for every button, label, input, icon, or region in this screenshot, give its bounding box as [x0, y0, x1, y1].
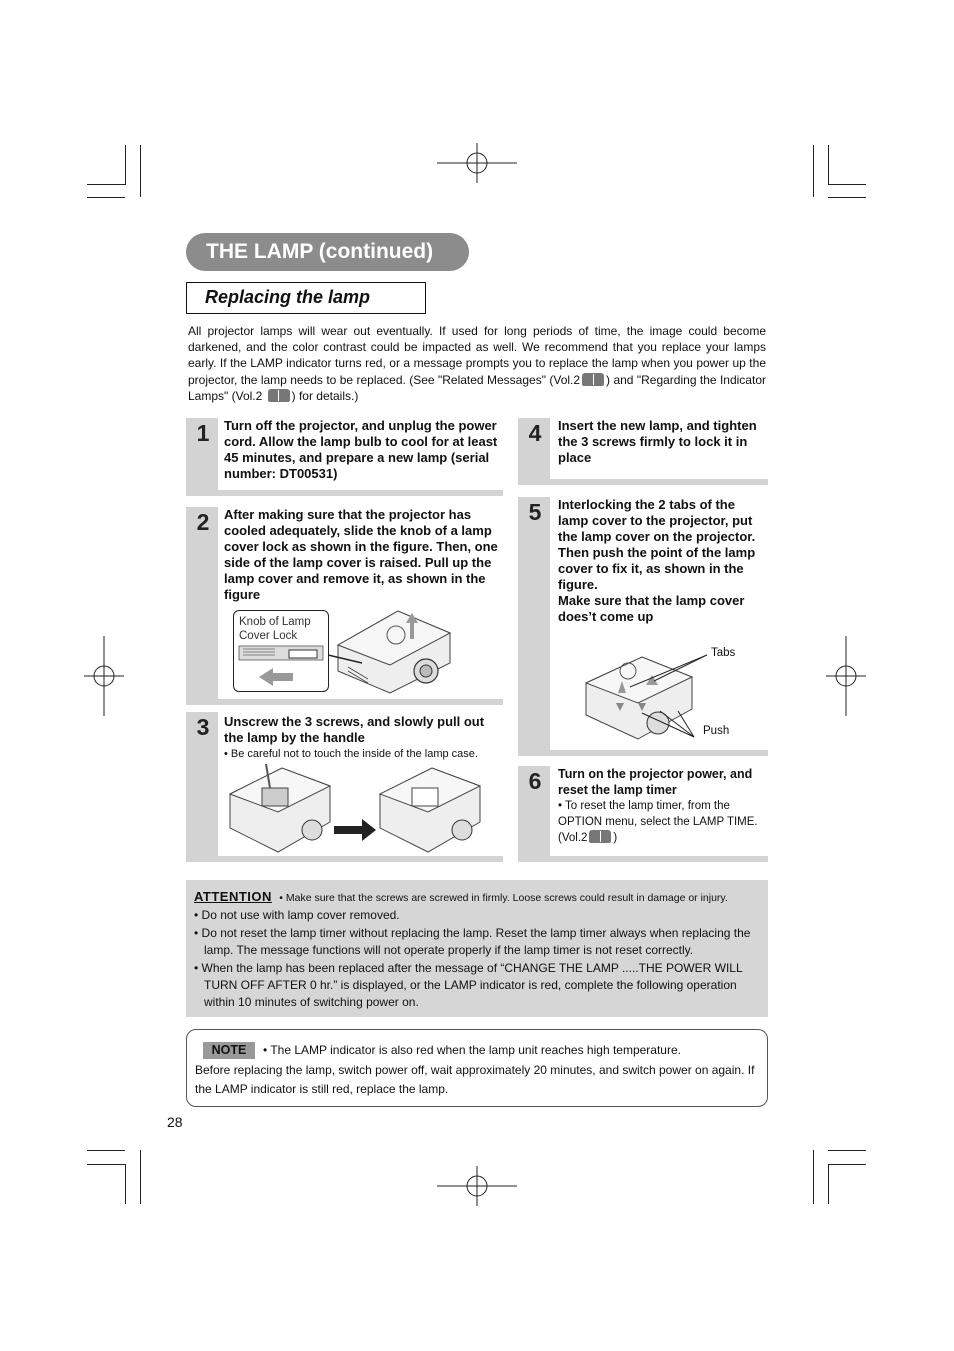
note-box	[186, 1029, 768, 1107]
step-text: Unscrew the 3 screws, and slowly pull out the lamp by the handle	[224, 714, 485, 745]
step-text: Insert the new lamp, and tighten the 3 screws firmly to lock it in place	[558, 418, 757, 465]
lamp-cover-install-illustration	[582, 653, 707, 743]
step-text: After making sure that the projector has cooled adequately, slide the knob of a lamp cover lock as shown in the figure. Then, one side of the lamp cover is raised. Pull up the lamp cover and remove it, as shown in the figure	[224, 507, 498, 602]
tabs-label: Tabs	[711, 647, 736, 659]
registration-mark-top	[437, 143, 517, 183]
registration-mark-left	[84, 636, 124, 716]
step-note	[558, 798, 763, 846]
knob-detail-icon	[235, 644, 327, 690]
attention-line-1	[194, 888, 760, 907]
step-number: 5	[528, 499, 542, 525]
page-title: THE LAMP (continued)	[186, 233, 469, 271]
step-4	[518, 418, 768, 485]
lamp-removal-illustration	[226, 764, 506, 860]
push-label: Push	[703, 725, 730, 737]
attention-body	[194, 888, 760, 1012]
step-text: Turn off the projector, and unplug the power cord. Allow the lamp bulb to cool for at least 45 minutes, and prepare a new lamp (serial number: DT00531)	[224, 418, 498, 481]
book-icon	[268, 389, 290, 402]
intro-text-3: ) for details.)	[291, 388, 359, 403]
note-text: • The LAMP indicator is also red when the lamp unit reaches high temperature.	[263, 1043, 681, 1057]
step-text: Interlocking the 2 tabs of the lamp cover to the projector, put the lamp cover on the projector. Then push the point of the lamp cover to fix it, as shown in the figure. Make sure that the lamp cover does’t come up	[558, 497, 756, 624]
step-number: 1	[196, 420, 210, 446]
attention-item: • Do not reset the lamp timer without replacing the lamp. Reset the lamp timer always when replacing the lamp. The message functions will not operate properly if the lamp timer is not reset correctly.	[194, 925, 751, 958]
intro-paragraph	[188, 323, 766, 404]
attention-box	[186, 880, 768, 1017]
note-line-1	[195, 1041, 755, 1061]
book-icon	[589, 830, 611, 843]
step-note-end: )	[613, 832, 618, 844]
page-number: 28	[167, 1114, 183, 1130]
intro-text-2: ) and "Regarding the Indicator Lamps" (Vol.2	[188, 372, 766, 403]
note-label: NOTE	[203, 1042, 255, 1059]
attention-first: • Make sure that the screws are screwed in firmly. Loose screws could result in damage or injury.	[279, 892, 728, 904]
projector-cover-lift-illustration	[328, 605, 458, 695]
intro-text-1: All projector lamps will wear out eventually. If used for long periods of time, the image could become darkened, and the color contrast could be impacted as well. We recommend that you replace your lamps early. If the LAMP indicator turns red, or a message prompts you to replace the lamp when you power up the projector, the lamp needs to be replaced. (See "Related Messages" (Vol.2	[188, 324, 766, 387]
step-3	[186, 712, 503, 862]
step-number: 4	[528, 420, 542, 446]
section-heading: Replacing the lamp	[186, 282, 426, 314]
step-6	[518, 766, 768, 862]
attention-item: • Do not use with lamp cover removed.	[194, 908, 400, 923]
step-note: • Be careful not to touch the inside of the lamp case.	[224, 748, 478, 760]
step-number: 2	[196, 509, 210, 535]
book-icon	[582, 373, 604, 386]
registration-mark-bottom	[437, 1166, 517, 1206]
attention-item: • When the lamp has been replaced after the message of “CHANGE THE LAMP .....THE POWER WILL TURN OFF AFTER 0 hr.” is displayed, or the LAMP indicator is red, complete the following operation within 10 minutes of switching power on.	[194, 960, 743, 1010]
step-1	[186, 418, 503, 496]
lamp-cover-lock-callout	[233, 610, 329, 692]
step-2	[186, 507, 503, 705]
attention-label: ATTENTION	[194, 889, 272, 904]
step-5	[518, 497, 768, 756]
step-number: 6	[528, 768, 542, 794]
step-number: 3	[196, 714, 210, 740]
registration-mark-right	[826, 636, 866, 716]
note-text-2: Before replacing the lamp, switch power off, wait approximately 20 minutes, and switch power on again. If the LAMP indicator is still red, replace the lamp.	[195, 1062, 755, 1096]
step-note-text: • To reset the lamp timer, from the OPTION menu, select the LAMP TIME. (Vol.2	[558, 800, 758, 844]
figure-label: Knob of Lamp Cover Lock	[239, 616, 311, 642]
note-body	[195, 1041, 755, 1100]
step-text: Turn on the projector power, and reset the lamp timer	[558, 767, 753, 797]
